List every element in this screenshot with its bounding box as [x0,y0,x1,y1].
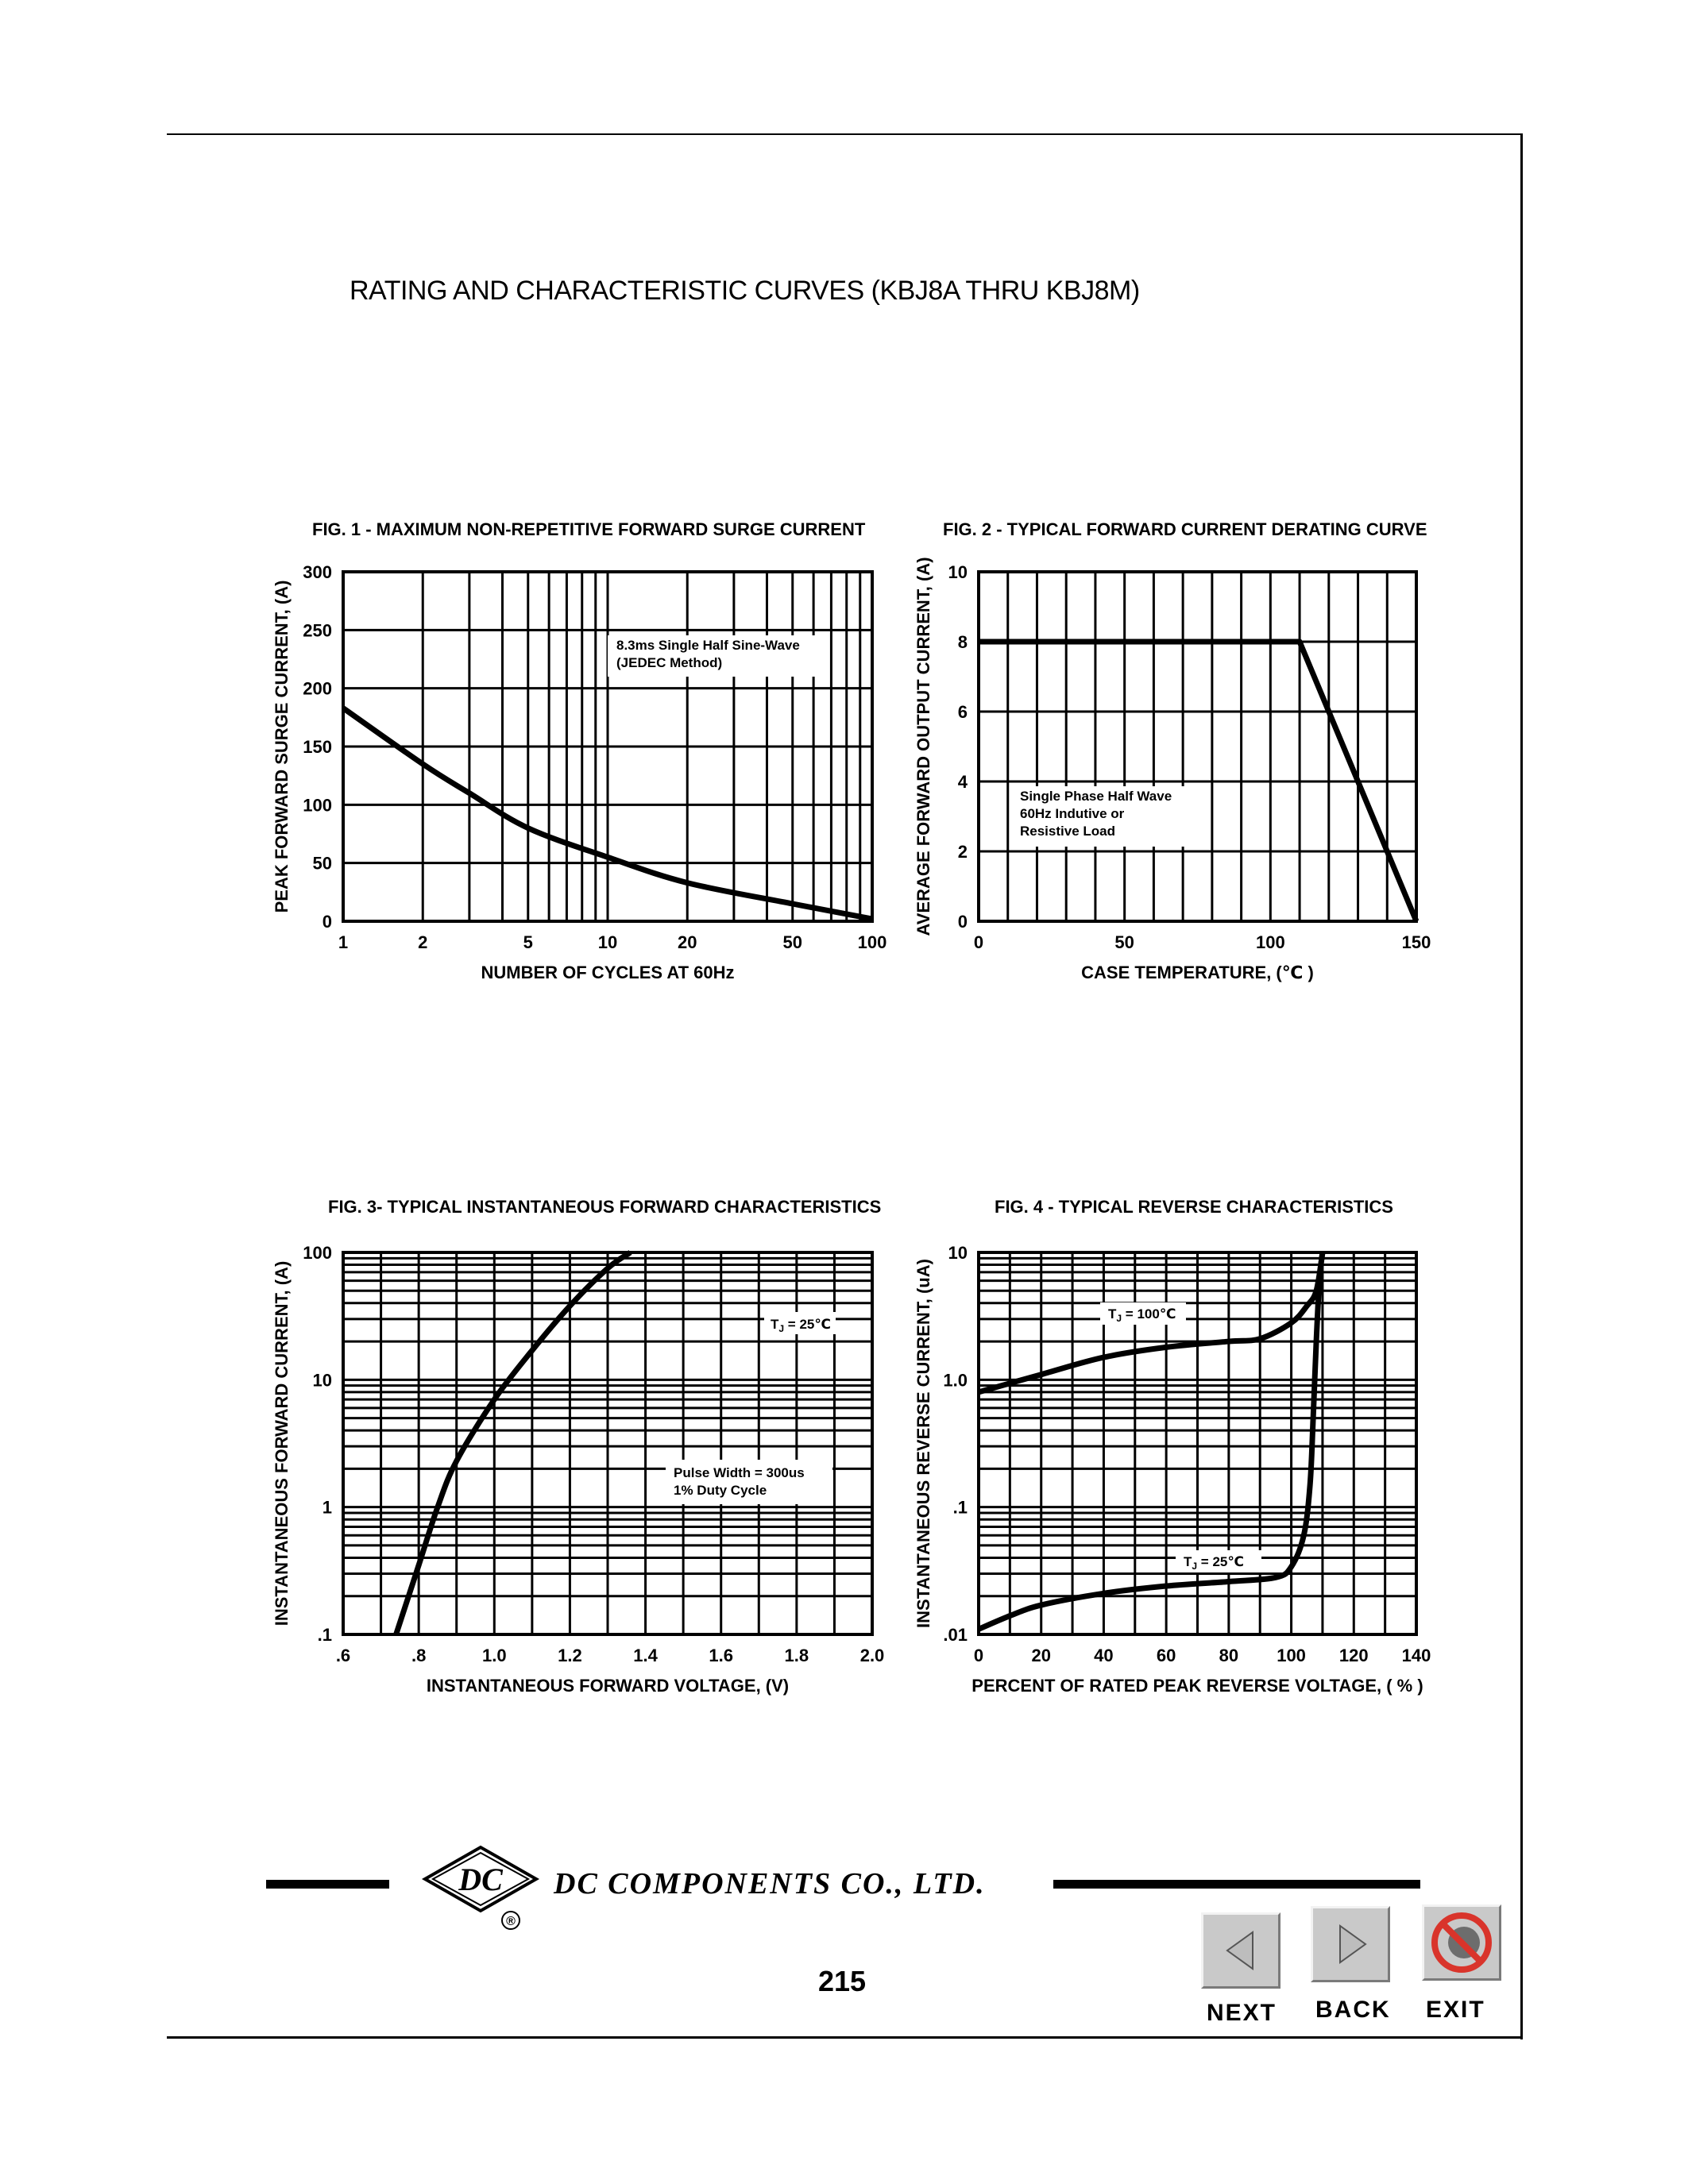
x-tick-label: 150 [1401,932,1431,952]
y-tick-label: 6 [957,702,968,722]
annotation-text: 1% Duty Cycle [674,1483,767,1498]
y-tick-label: 100 [303,795,332,816]
y-axis-label: INSTANTANEOUS FORWARD CURRENT, (A) [272,1260,292,1626]
page-title: RATING AND CHARACTERISTIC CURVES (KBJ8A THRU KBJ8M) [350,276,1140,306]
triangle-left-icon [1203,1915,1278,1986]
footer-rule-left [266,1880,389,1889]
y-tick-label: 1.0 [943,1370,968,1391]
x-tick-label: 120 [1338,1646,1369,1665]
next-button[interactable] [1201,1912,1280,1989]
x-tick-label: 60 [1156,1646,1176,1665]
exit-label[interactable]: EXIT [1426,1997,1485,2023]
tj-symbol: T [1184,1554,1192,1569]
x-tick-label: 2 [418,932,428,952]
x-tick-label: 1.6 [709,1646,734,1665]
tj-subscript: J [778,1323,785,1334]
y-axis-label: PEAK FORWARD SURGE CURRENT, (A) [272,580,292,913]
x-tick-label: 1 [338,932,349,952]
tj-value: = 100℃ [1122,1306,1176,1322]
x-tick-label: 1.0 [481,1646,507,1665]
y-tick-label: 0 [957,912,968,932]
chart-title: FIG. 3- TYPICAL INSTANTANEOUS FORWARD CHARACTERISTICS [328,1197,882,1217]
tj-symbol: T [1108,1306,1117,1322]
company-logo [417,1841,544,1936]
logo-text: DC [458,1862,503,1897]
exit-button[interactable] [1422,1904,1501,1981]
x-tick-label: 2.0 [859,1646,885,1665]
no-entry-icon [1424,1907,1499,1978]
x-tick-label: 50 [782,932,802,952]
x-tick-label: 0 [973,1646,984,1665]
y-axis-label: INSTANTANEOUS REVERSE CURRENT, (uA) [914,1259,933,1628]
x-tick-label: 100 [857,932,887,952]
x-tick-label: 50 [1114,932,1134,952]
y-tick-label: 50 [312,853,332,874]
registered-mark: ® [506,1915,516,1928]
back-button[interactable] [1311,1906,1390,1982]
tj-value: = 25℃ [1197,1554,1244,1569]
x-tick-label: .6 [335,1646,351,1665]
tj-value: = 25℃ [784,1317,831,1332]
x-tick-label: 0 [973,932,984,952]
next-label[interactable]: NEXT [1207,2000,1277,2026]
triangle-right-icon [1313,1908,1388,1980]
tj-symbol: T [771,1317,779,1332]
y-tick-label: 150 [303,737,332,757]
y-tick-label: 300 [303,562,332,582]
y-tick-label: 10 [948,1243,968,1263]
x-axis-label: PERCENT OF RATED PEAK REVERSE VOLTAGE, ( % ) [971,1676,1423,1696]
annotation-text: (JEDEC Method) [616,655,723,670]
x-tick-label: 40 [1094,1646,1114,1665]
x-axis-label: NUMBER OF CYCLES AT 60Hz [481,963,735,982]
x-tick-label: 10 [597,932,618,952]
annotation-text: 60Hz Indutive or [1020,806,1125,821]
y-tick-label: .01 [943,1625,968,1645]
y-tick-label: 100 [303,1243,332,1263]
x-tick-label: .8 [411,1646,427,1665]
tj-subscript: J [1192,1561,1198,1572]
x-tick-label: 5 [523,932,533,952]
chart-title: FIG. 2 - TYPICAL FORWARD CURRENT DERATING CURVE [943,519,1427,539]
y-axis-label: AVERAGE FORWARD OUTPUT CURRENT, (A) [914,557,933,936]
company-name: DC COMPONENTS CO., LTD. [554,1867,986,1900]
annotation-text: Single Phase Half Wave [1020,789,1172,804]
footer-rule-right [1053,1880,1420,1889]
page-number: 215 [818,1965,867,1997]
y-tick-label: 2 [957,842,968,862]
x-tick-label: 80 [1219,1646,1239,1665]
x-tick-label: 20 [678,932,697,952]
y-tick-label: 200 [303,678,332,699]
y-tick-label: 10 [948,562,968,582]
y-tick-label: 1 [322,1497,332,1518]
y-tick-label: .1 [952,1497,968,1518]
y-tick-label: 10 [312,1370,332,1391]
x-tick-label: 100 [1277,1646,1306,1665]
x-axis-label: CASE TEMPERATURE, (℃ ) [1081,963,1314,982]
x-tick-label: 140 [1401,1646,1431,1665]
y-tick-label: 4 [957,772,968,792]
y-tick-label: .1 [317,1625,332,1645]
x-tick-label: 1.8 [784,1646,809,1665]
y-tick-label: 0 [322,912,332,932]
x-tick-label: 1.4 [633,1646,658,1665]
x-axis-label: INSTANTANEOUS FORWARD VOLTAGE, (V) [426,1676,790,1696]
y-tick-label: 250 [303,620,332,641]
back-label[interactable]: BACK [1315,1997,1391,2023]
annotation-text: Pulse Width = 300us [674,1465,805,1480]
tj-subscript: J [1116,1313,1122,1324]
y-tick-label: 8 [957,632,968,652]
chart-title: FIG. 1 - MAXIMUM NON-REPETITIVE FORWARD SURGE CURRENT [312,519,866,539]
x-tick-label: 1.2 [558,1646,582,1665]
annotation-text: 8.3ms Single Half Sine-Wave [616,638,800,653]
x-tick-label: 20 [1031,1646,1051,1665]
x-tick-label: 100 [1255,932,1285,952]
chart-title: FIG. 4 - TYPICAL REVERSE CHARACTERISTICS [995,1197,1393,1217]
annotation-text: Resistive Load [1020,824,1115,839]
